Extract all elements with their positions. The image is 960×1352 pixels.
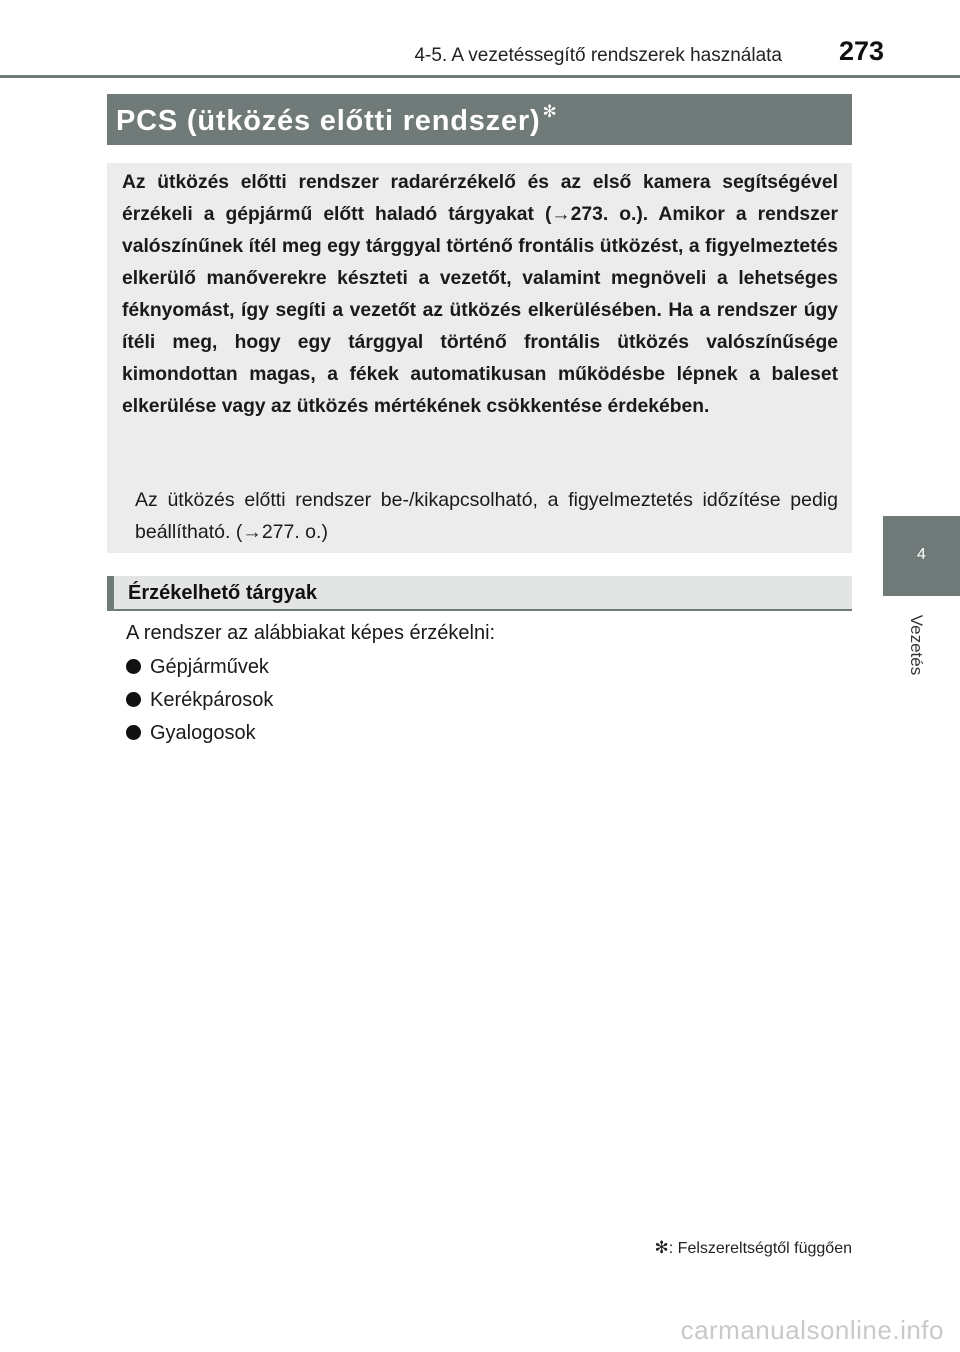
footnote — [655, 1238, 852, 1258]
list-item-label: Gépjárművek — [150, 656, 269, 678]
watermark: carmanualsonline.info — [680, 1315, 944, 1345]
main-title-text: PCS (ütközés előtti rendszer) — [116, 105, 541, 137]
main-title — [116, 102, 558, 138]
header-title: 4-5. A vezetéssegítő rendszerek használata — [414, 45, 782, 66]
chapter-number: 4 — [917, 546, 926, 563]
chapter-label-text: Vezetés — [907, 614, 926, 676]
section-lead: A rendszer az alábbiakat képes érzékelni: — [126, 622, 496, 644]
bullet-icon — [126, 659, 141, 674]
asterisk-icon: ✻ — [542, 102, 558, 121]
list-item-label: Kerékpárosok — [150, 689, 274, 711]
list-item — [126, 652, 273, 685]
detectable-objects-list — [126, 652, 273, 751]
chapter-tab[interactable] — [883, 516, 960, 596]
page-header — [0, 0, 960, 80]
page-number: 273 — [838, 36, 884, 66]
section-header — [107, 576, 852, 611]
section-title: Érzékelhető tárgyak — [128, 582, 317, 604]
bullet-icon — [126, 725, 141, 740]
intro-note: Az ütközés előtti rendszer be-/kikapcsolható, a figyelmeztetés időzítése pedig beállítható. (→277. o.) — [135, 489, 838, 543]
bullet-icon — [126, 692, 141, 707]
header-rule — [0, 75, 960, 78]
chapter-label — [904, 608, 928, 682]
list-item-label: Gyalogosok — [150, 722, 256, 744]
intro-paragraph: Az ütközés előtti rendszer radarérzékelő és az első kamera segítségével érzékeli a gépjármű előtt haladó tárgyakat (→273. o.). Amikor a rendszer valószínűnek ítél meg egy tárggyal történő frontális ütközést, a figyelmeztetés elkerülő manőverekre készteti a vezetőt, valamint megnöveli a lehetséges féknyomást, így segíti a vezetőt az ütközés elkerülésében. Ha a rendszer úgy ítéli meg, hogy egy tárggyal történő frontális ütközés valószínűsége kimondottan magas, a fékek automatikusan működésbe lépnek a baleset elkerülése vagy az ütközés mértékének csökkentése érdekében. — [122, 172, 838, 417]
asterisk-icon: ✻ — [654, 1238, 669, 1257]
list-item — [126, 685, 273, 718]
footnote-text: : Felszereltségtől függően — [668, 1240, 852, 1257]
list-item — [126, 718, 273, 751]
intro-box — [107, 163, 852, 553]
main-title-bar — [107, 94, 852, 145]
